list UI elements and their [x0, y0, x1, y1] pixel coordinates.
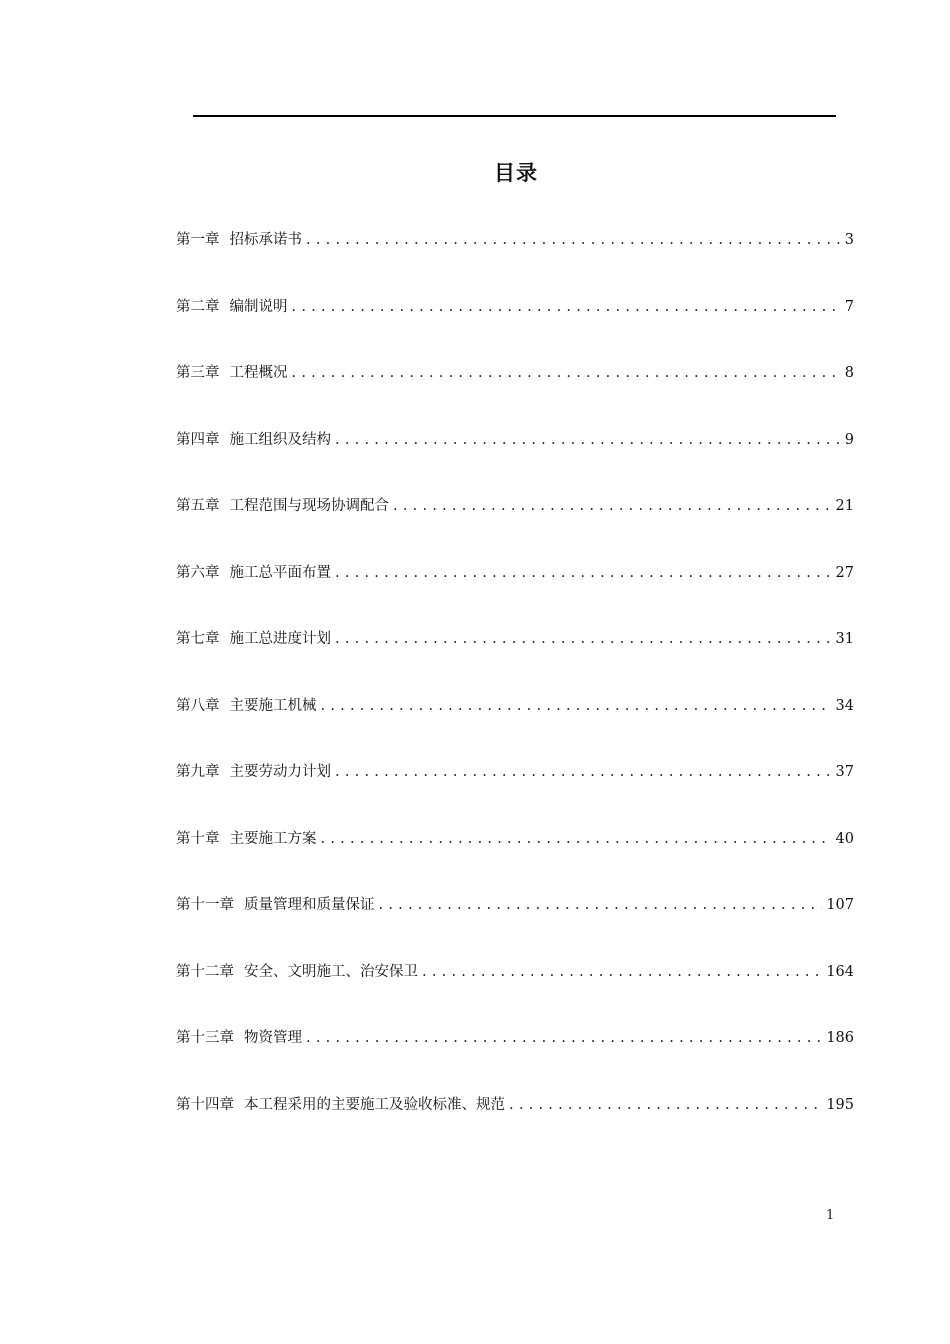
toc-entry[interactable] [176, 760, 854, 827]
toc-page-number: 8 [844, 365, 854, 381]
toc-dot-leader [321, 831, 832, 847]
toc-heading: 物资管理 [244, 1030, 302, 1046]
header-rule [193, 115, 836, 117]
toc-page-number: 21 [835, 498, 854, 514]
toc-chapter-label: 第四章 [176, 431, 220, 448]
toc-entry[interactable] [176, 295, 854, 362]
toc-chapter-label: 第十四章 [176, 1096, 234, 1113]
toc-page-number: 40 [835, 830, 854, 847]
toc-page-number: 7 [844, 298, 854, 315]
toc-page-number: 27 [835, 564, 854, 581]
toc-heading: 主要施工方案 [229, 830, 317, 847]
toc-chapter-label: 第三章 [176, 365, 220, 381]
toc-page-number: 186 [826, 1030, 854, 1046]
toc-entry[interactable] [176, 694, 854, 761]
toc-page-number: 107 [826, 897, 854, 913]
toc-dot-leader [422, 964, 822, 980]
toc-dot-leader [306, 232, 840, 248]
table-of-contents [176, 228, 854, 1159]
toc-page-number: 31 [835, 631, 854, 647]
toc-dot-leader [393, 498, 832, 514]
toc-entry[interactable] [176, 893, 854, 960]
toc-page-number: 195 [826, 1096, 854, 1113]
toc-chapter-label: 第二章 [176, 298, 220, 315]
toc-dot-leader [379, 897, 823, 913]
toc-chapter-label: 第九章 [176, 764, 220, 780]
toc-dot-leader [335, 565, 832, 581]
toc-dot-leader [321, 698, 832, 714]
toc-dot-leader [509, 1097, 822, 1113]
toc-heading: 主要劳动力计划 [229, 764, 331, 780]
toc-title: 目录 [494, 161, 538, 185]
toc-dot-leader [306, 1030, 822, 1046]
toc-page-number: 9 [844, 431, 854, 448]
toc-heading: 安全、文明施工、治安保卫 [244, 963, 418, 980]
page-number: 1 [826, 1208, 835, 1223]
toc-chapter-label: 第五章 [176, 498, 220, 514]
toc-entry[interactable] [176, 361, 854, 428]
toc-entry[interactable] [176, 827, 854, 894]
toc-chapter-label: 第十一章 [176, 897, 234, 913]
toc-heading: 施工组织及结构 [229, 431, 331, 448]
toc-entry[interactable] [176, 428, 854, 495]
toc-dot-leader [335, 631, 832, 647]
toc-chapter-label: 第八章 [176, 697, 220, 714]
toc-dot-leader [292, 299, 841, 315]
toc-chapter-label: 第十二章 [176, 963, 234, 980]
toc-page-number: 34 [835, 697, 854, 714]
toc-chapter-label: 第七章 [176, 631, 220, 647]
toc-heading: 本工程采用的主要施工及验收标准、规范 [244, 1096, 505, 1113]
toc-entry[interactable] [176, 561, 854, 628]
toc-heading: 施工总进度计划 [229, 631, 331, 647]
toc-entry[interactable] [176, 627, 854, 694]
toc-heading: 工程概况 [229, 365, 288, 381]
toc-heading: 编制说明 [229, 298, 288, 315]
toc-chapter-label: 第一章 [176, 232, 220, 248]
toc-page-number: 164 [826, 963, 854, 980]
toc-chapter-label: 第十章 [176, 830, 220, 847]
toc-entry[interactable] [176, 960, 854, 1027]
toc-heading: 质量管理和质量保证 [244, 897, 375, 913]
toc-entry[interactable] [176, 1093, 854, 1160]
toc-heading: 工程范围与现场协调配合 [229, 498, 389, 514]
toc-chapter-label: 第十三章 [176, 1030, 234, 1046]
toc-entry[interactable] [176, 1026, 854, 1093]
toc-dot-leader [292, 365, 841, 381]
toc-page-number: 37 [835, 764, 854, 780]
toc-heading: 施工总平面布置 [229, 564, 331, 581]
toc-heading: 招标承诺书 [229, 232, 302, 248]
toc-entry[interactable] [176, 228, 854, 295]
toc-dot-leader [335, 432, 840, 448]
toc-chapter-label: 第六章 [176, 564, 220, 581]
toc-heading: 主要施工机械 [229, 697, 317, 714]
toc-entry[interactable] [176, 494, 854, 561]
toc-dot-leader [335, 764, 832, 780]
toc-page-number: 3 [844, 232, 854, 248]
